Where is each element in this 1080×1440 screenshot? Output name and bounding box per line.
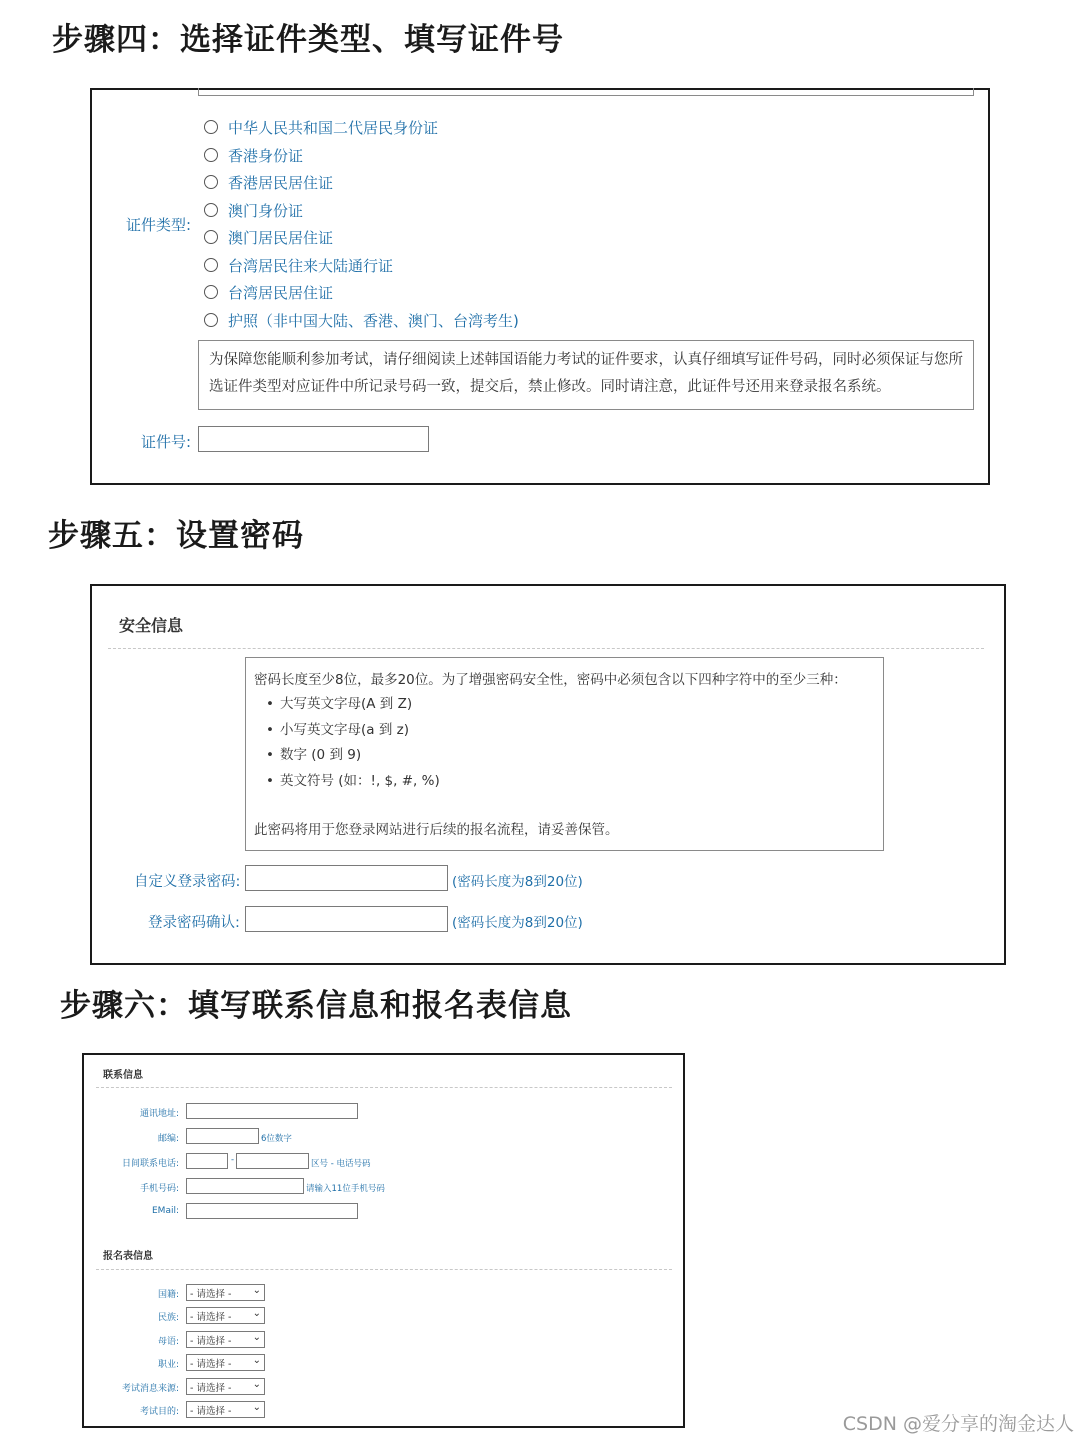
id-number-label: 证件号: [141, 433, 192, 451]
id-option-label: 台湾居民往来大陆通行证 [228, 256, 394, 275]
mobile-hint: 请输入11位手机号码 [306, 1184, 385, 1194]
password-rules-box [245, 657, 884, 851]
ethnicity-select[interactable] [186, 1307, 265, 1324]
id-option-label: 澳门身份证 [228, 201, 304, 220]
password-input[interactable] [245, 865, 448, 891]
id-option-label: 护照（非中国大陆、香港、澳门、台湾考生) [228, 311, 519, 330]
exam-purpose-label: 考试目的: [139, 1407, 179, 1417]
id-option-3[interactable] [204, 199, 303, 221]
watermark: CSDN @爱分享的淘金达人 [842, 1413, 1074, 1435]
phone-separator: - [231, 1155, 235, 1165]
exam-source-label: 考试消息来源: [121, 1384, 179, 1394]
id-option-7[interactable] [204, 309, 519, 331]
occupation-select[interactable] [186, 1354, 265, 1371]
select-value: - 请选择 - [190, 1406, 232, 1417]
security-info-title: 安全信息 [119, 616, 184, 635]
radio-icon[interactable] [204, 230, 218, 244]
id-panel [90, 88, 990, 485]
id-option-label: 台湾居民居住证 [228, 283, 334, 302]
chevron-down-icon: ⌄ [252, 1308, 261, 1319]
password-rules-footer: 此密码将用于您登录网站进行后续的报名流程，请妥善保管。 [254, 822, 619, 838]
email-label: EMail: [152, 1206, 179, 1216]
email-input[interactable] [186, 1203, 358, 1219]
select-value: - 请选择 - [190, 1289, 232, 1300]
id-option-2[interactable] [204, 171, 333, 193]
confirm-length-hint: (密码长度为8到20位) [452, 915, 583, 931]
id-option-5[interactable] [204, 254, 393, 276]
id-notice: 为保障您能顺利参加考试，请仔细阅读上述韩国语能力考试的证件要求，认真仔细填写证件号码，同时必须保证与您所选证件类型对应证件中所记录号码一致，提交后，禁止修改。同时请注意，此证件号还用来登录报名系统。 [198, 340, 974, 410]
radio-icon[interactable] [204, 175, 218, 189]
postcode-input[interactable] [186, 1128, 259, 1144]
area-code-input[interactable] [186, 1153, 228, 1169]
id-type-label: 证件类型: [126, 216, 192, 234]
id-option-label: 澳门居民居住证 [228, 228, 334, 247]
divider [96, 1269, 672, 1270]
mobile-input[interactable] [186, 1178, 304, 1194]
postcode-label: 邮编: [157, 1134, 179, 1144]
native-language-label: 母语: [157, 1337, 179, 1347]
divider [96, 1087, 672, 1088]
chevron-down-icon: ⌄ [252, 1379, 261, 1390]
id-number-input[interactable] [198, 426, 429, 452]
contact-info-title: 联系信息 [103, 1070, 143, 1081]
exam-source-select[interactable] [186, 1378, 265, 1395]
phone-number-input[interactable] [236, 1153, 309, 1169]
password-rules-list [254, 692, 875, 794]
step6-heading: 步骤六：填写联系信息和报名表信息 [60, 988, 572, 1024]
step4-heading: 步骤四：选择证件类型、填写证件号 [52, 22, 564, 58]
radio-icon[interactable] [204, 313, 218, 327]
password-rule: • 大写英文字母(A 到 Z) [280, 692, 875, 718]
chevron-down-icon: ⌄ [252, 1402, 261, 1413]
id-option-4[interactable] [204, 226, 333, 248]
id-option-label: 香港居民居住证 [228, 173, 334, 192]
id-option-0[interactable] [204, 116, 438, 138]
postcode-hint: 6位数字 [261, 1134, 292, 1144]
chevron-down-icon: ⌄ [252, 1355, 261, 1366]
select-value: - 请选择 - [190, 1312, 232, 1323]
password-rule: • 数字 (0 到 9) [280, 743, 875, 769]
id-option-label: 中华人民共和国二代居民身份证 [228, 118, 439, 137]
native-language-select[interactable] [186, 1331, 265, 1348]
confirm-password-label: 登录密码确认: [148, 915, 240, 931]
address-label: 通讯地址: [139, 1109, 179, 1119]
password-rule: • 英文符号 (如：!, $, #, %) [280, 769, 875, 795]
chevron-down-icon: ⌄ [252, 1332, 261, 1343]
exam-purpose-select[interactable] [186, 1401, 265, 1418]
select-value: - 请选择 - [190, 1383, 232, 1394]
id-option-label: 香港身份证 [228, 146, 304, 165]
chevron-down-icon: ⌄ [252, 1285, 261, 1296]
mobile-label: 手机号码: [139, 1184, 179, 1194]
ethnicity-label: 民族: [157, 1313, 179, 1323]
radio-icon[interactable] [204, 258, 218, 272]
id-option-6[interactable] [204, 281, 333, 303]
confirm-password-input[interactable] [245, 906, 448, 932]
password-length-hint: (密码长度为8到20位) [452, 874, 583, 890]
address-input[interactable] [186, 1103, 358, 1119]
contact-panel [82, 1053, 685, 1428]
password-rule: • 小写英文字母(a 到 z) [280, 718, 875, 744]
occupation-label: 职业: [157, 1360, 179, 1370]
id-option-1[interactable] [204, 144, 303, 166]
phone-label: 日间联系电话: [121, 1159, 179, 1169]
nationality-select[interactable] [186, 1284, 265, 1301]
registration-info-title: 报名表信息 [103, 1251, 153, 1262]
top-truncated-box [198, 88, 974, 96]
radio-icon[interactable] [204, 285, 218, 299]
radio-icon[interactable] [204, 203, 218, 217]
step5-heading: 步骤五：设置密码 [48, 518, 304, 554]
divider [108, 648, 984, 649]
radio-icon[interactable] [204, 120, 218, 134]
select-value: - 请选择 - [190, 1336, 232, 1347]
phone-hint: 区号 - 电话号码 [311, 1159, 371, 1169]
password-rules-intro: 密码长度至少8位，最多20位。为了增强密码安全性，密码中必须包含以下四种字符中的至少三种： [254, 672, 847, 688]
select-value: - 请选择 - [190, 1359, 232, 1370]
nationality-label: 国籍: [157, 1290, 179, 1300]
password-panel [90, 584, 1006, 965]
radio-icon[interactable] [204, 148, 218, 162]
password-label: 自定义登录密码: [134, 874, 241, 890]
